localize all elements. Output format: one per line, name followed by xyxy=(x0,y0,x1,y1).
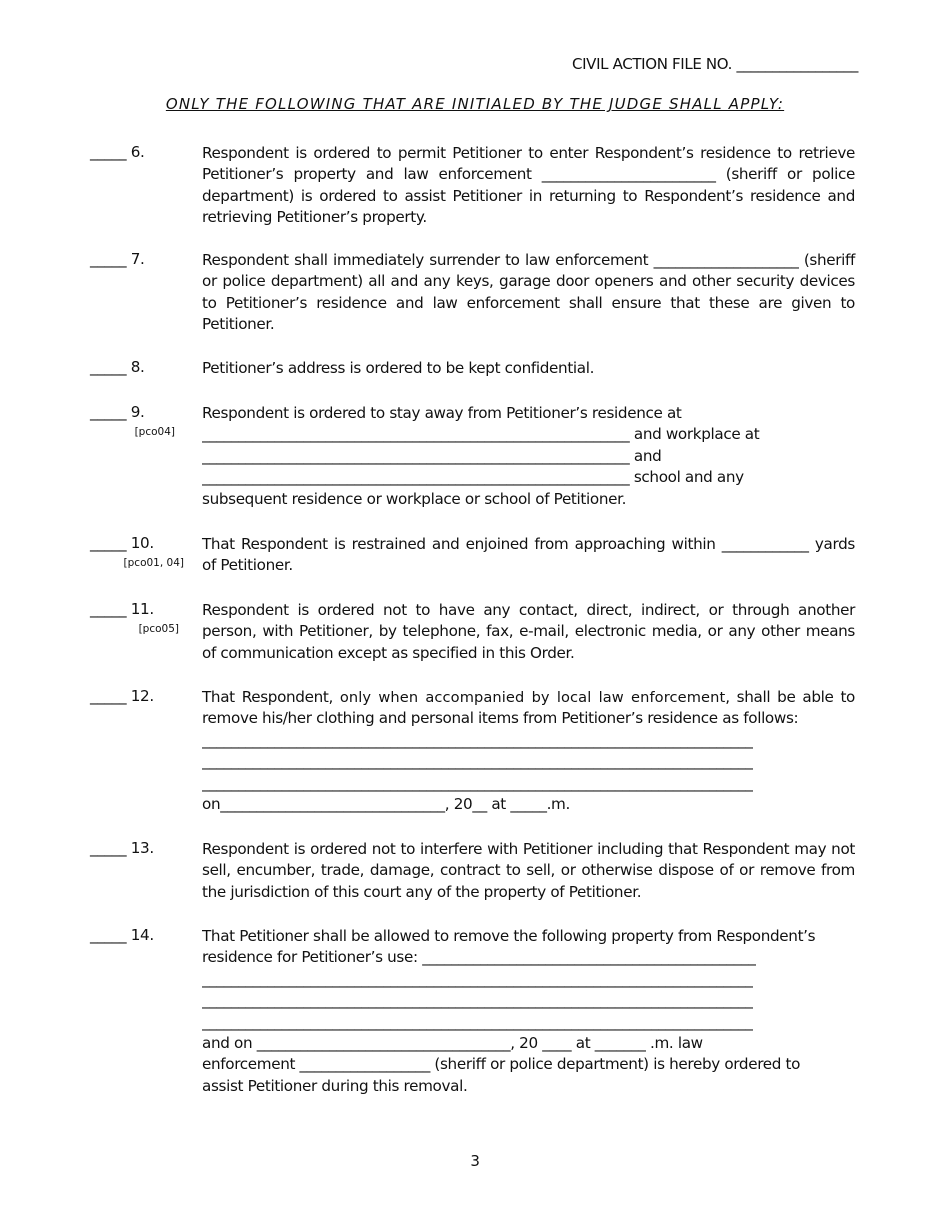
section-heading: ONLY THE FOLLOWING THAT ARE INITIALED BY THE JUDGE SHALL APPLY: xyxy=(165,95,785,113)
item-number: _____ 8. xyxy=(90,358,145,376)
item-text xyxy=(202,687,855,815)
item-text: Respondent is ordered to permit Petitioner to enter Respondent’s residence to retrieve Petitioner’s property and law enforcement ________________________ (sheriff or police department) is ordered to assist Petitioner in returning to Respondent’s residence and retrieving Petitioner’s property. xyxy=(202,144,855,227)
item-number: _____ 9. xyxy=(90,403,145,421)
item-paragraph xyxy=(202,687,855,730)
item-line: ____________________________________________________________________________ xyxy=(202,969,753,988)
item-line: ____________________________________________________________________________ xyxy=(202,773,753,792)
item-text-part: , shall be able to remove his/her clothing and personal items from Petitioner’s residence as follows: xyxy=(202,688,855,728)
item-text: That Respondent is restrained and enjoined from approaching within ____________ yards of Petitioner. xyxy=(202,535,855,575)
item-line: Respondent is ordered to stay away from Petitioner’s residence at xyxy=(202,404,682,422)
item-text: Petitioner’s address is ordered to be kept confidential. xyxy=(202,359,595,377)
item-code: [pco01, 04] xyxy=(123,557,184,569)
item-line: ____________________________________________________________________________ xyxy=(202,991,753,1010)
item-text: Respondent is ordered not to interfere with Petitioner including that Respondent may not sell, encumber, trade, damage, contract to sell, or otherwise dispose of or remove from the jurisdiction of this court any of the property of Petitioner. xyxy=(202,840,855,901)
item-line: on_______________________________, 20__ at _____.m. xyxy=(202,795,570,814)
item-line: subsequent residence or workplace or school of Petitioner. xyxy=(202,489,627,508)
item-text: Respondent shall immediately surrender to law enforcement ____________________ (sheriff or police department) all and any keys, garage door openers and other security devices to Petitioner’s residence and law enforcement shall ensure that these are given to Petitioner. xyxy=(202,251,855,334)
item-code: [pco05] xyxy=(138,623,179,635)
item-number: _____ 14. xyxy=(90,926,154,944)
item-line: ___________________________________________________________ school and any xyxy=(202,468,744,487)
page-number: 3 xyxy=(470,1152,480,1170)
item-number: _____ 13. xyxy=(90,839,154,857)
item-text xyxy=(202,403,855,510)
item-code: [pco04] xyxy=(134,426,175,438)
item-line: enforcement __________________ (sheriff or police department) is hereby ordered to xyxy=(202,1055,801,1074)
item-line: and on ___________________________________, 20 ____ at _______ .m. law xyxy=(202,1034,703,1053)
item-text xyxy=(202,926,855,1097)
item-line: ___________________________________________________________ and workplace at xyxy=(202,425,760,444)
item-number: _____ 11. xyxy=(90,600,154,618)
item-number: _____ 10. xyxy=(90,534,154,552)
item-line: ___________________________________________________________ and xyxy=(202,446,662,465)
item-line: That Petitioner shall be allowed to remove the following property from Respondent’s xyxy=(202,927,816,945)
civil-action-file-number: CIVIL ACTION FILE NO. _________________ xyxy=(571,55,858,73)
item-line: ____________________________________________________________________________ xyxy=(202,752,753,771)
item-number: _____ 6. xyxy=(90,143,145,161)
item-line: ____________________________________________________________________________ xyxy=(202,1012,753,1031)
item-text-emphasis: only when accompanied by local law enforcement xyxy=(339,689,726,706)
item-text: Respondent is ordered not to have any contact, direct, indirect, or through another person, with Petitioner, by telephone, fax, e-mail, electronic media, or any other means of communication except as specified in this Order. xyxy=(202,601,855,662)
item-line: residence for Petitioner’s use: ______________________________________________ xyxy=(202,948,756,967)
item-number: _____ 7. xyxy=(90,250,145,268)
item-line: ____________________________________________________________________________ xyxy=(202,730,753,749)
item-text-part: That Respondent, xyxy=(202,688,340,706)
item-line: assist Petitioner during this removal. xyxy=(202,1076,468,1095)
item-number: _____ 12. xyxy=(90,687,154,705)
